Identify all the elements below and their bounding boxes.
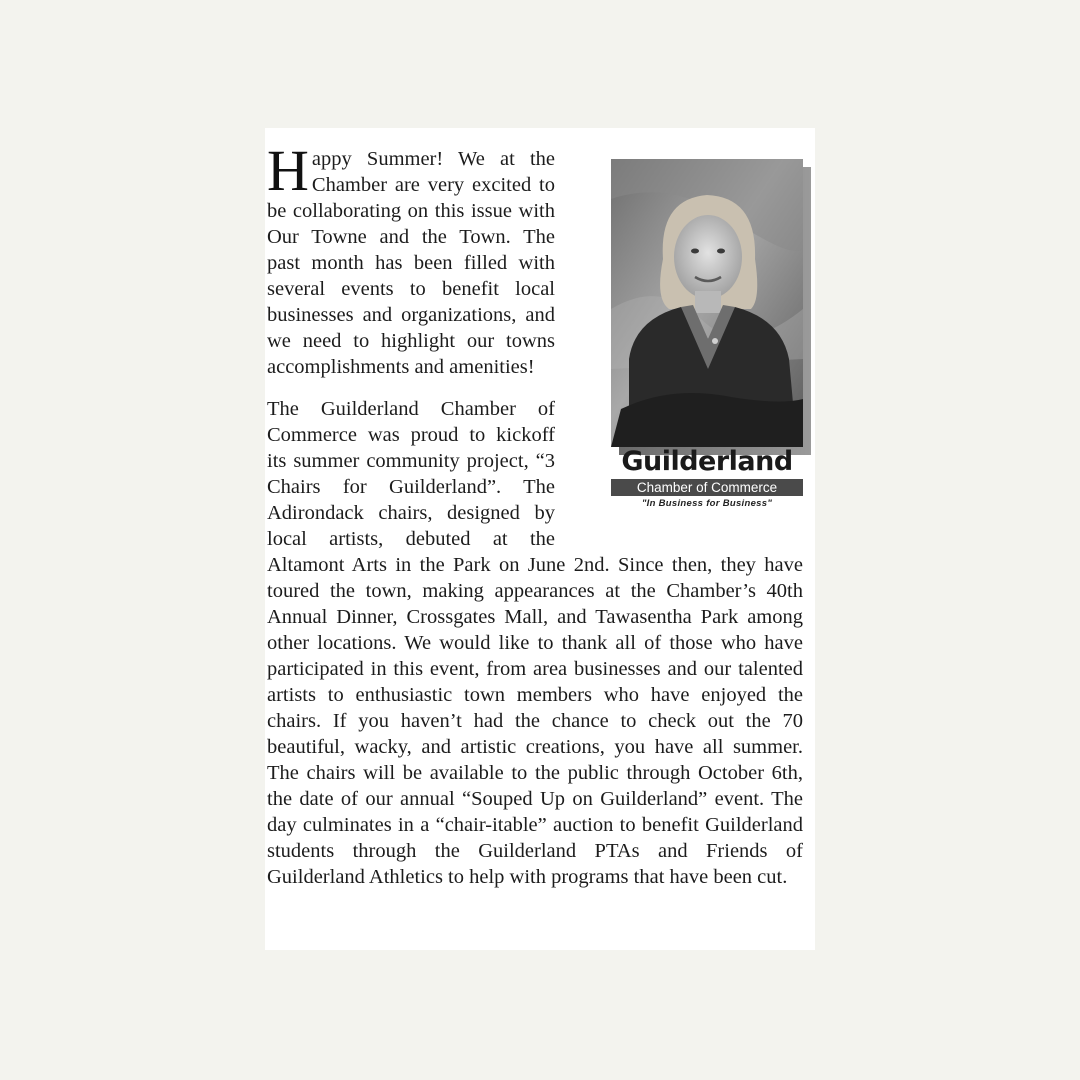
- chamber-logo-subtitle: Chamber of Commerce: [611, 479, 803, 496]
- newsletter-page: [265, 128, 815, 950]
- article-body: [267, 138, 803, 890]
- article-paragraph-2: The Guilderland Chamber of Commerce was proud to kickoff its summer community project, “3 Chairs for Guilderland”. The Adirondack chairs, designed by local artists, debuted at the Altamont Arts in the Park on June 2nd. Since then, they have toured the town, making appearances at the Chamber’s 40th Annual Dinner, Crossgates Mall, and Tawasentha Park among other locations. We would like to thank all of those who have participated in this event, from area businesses and our talented artists to enthusiastic town members who have enjoyed the chairs. If you haven’t had the chance to check out the 70 beautiful, wacky, and artistic creations, you have all summer. The chairs will be available to the public through October 6th, the date of our annual “Souped Up on Guilderland” event. The day culminates in a “chair-itable” auction to benefit Guilderland students through the Guilderland PTAs and Friends of Guilderland Athletics to help with programs that have been cut.: [267, 398, 803, 888]
- chamber-logo-name: Guilderland: [621, 446, 793, 477]
- photo-float-spacer: [567, 146, 803, 541]
- drop-cap: H: [267, 138, 309, 203]
- chamber-logo-tagline: "In Business for Business": [641, 498, 773, 509]
- paragraph-1-text: appy Summer! We at the Chamber are very excited to be collaborating on this issue with Our Towne and the Town. The past month has been filled with several events to benefit local businesses and organizations, and we need to highlight our towns accomplishments and amenities!: [267, 148, 555, 378]
